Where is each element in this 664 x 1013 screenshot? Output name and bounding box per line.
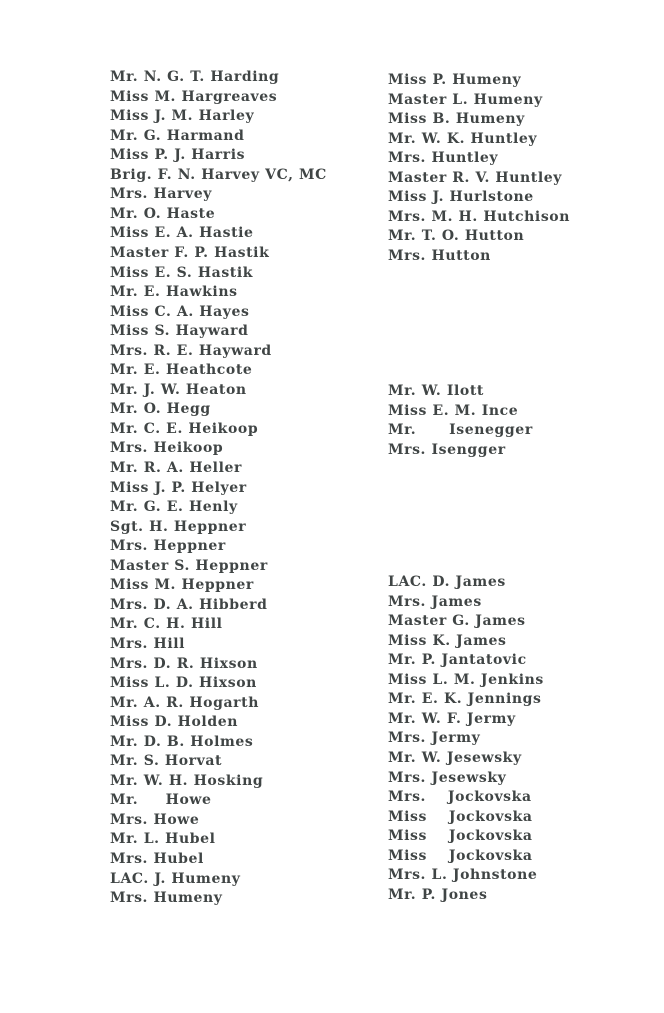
name-entry: Master F. P. Hastik <box>110 244 270 261</box>
name-entry: Mr. W. K. Huntley <box>388 130 538 147</box>
name-entry: Miss J. Hurlstone <box>388 189 534 205</box>
name-entry: Mr. D. B. Holmes <box>110 733 254 750</box>
name-entry: Mrs. James <box>388 593 482 610</box>
name-entry: Mr. E. Hawkins <box>110 284 238 301</box>
name-entry: Mrs. R. E. Hayward <box>110 342 272 359</box>
name-entry: Mrs. Isengger <box>388 441 506 458</box>
name-entry: Miss J. P. Helyer <box>110 479 247 496</box>
name-entry: Mr. J. W. Heaton <box>110 381 247 398</box>
name-entry: Miss E. A. Hastie <box>110 225 254 242</box>
name-entry: Miss K. James <box>388 632 507 649</box>
name-entry: Mr. P. Jones <box>388 886 488 903</box>
name-entry: Mrs. Huntley <box>388 150 499 166</box>
name-entry: Miss D. Holden <box>110 714 239 731</box>
name-entry: Miss Jockovska <box>388 847 533 864</box>
name-entry: Brig. F. N. Harvey VC, MC <box>110 166 327 183</box>
name-entry: LAC. D. James <box>388 574 506 590</box>
name-entry: Mrs. Jockovska <box>388 789 532 806</box>
name-entry: Mr. G. E. Henly <box>110 499 238 516</box>
name-entry: Mr. G. Harmand <box>110 127 245 144</box>
name-entry: Mrs. M. H. Hutchison <box>388 208 571 225</box>
name-entry: Mrs. Humeny <box>110 890 223 907</box>
name-entry: Mrs. Harvey <box>110 186 212 203</box>
name-entry: Mrs. Heikoop <box>110 440 224 457</box>
name-entry: Mr. E. K. Jennings <box>388 691 542 708</box>
name-entry: Sgt. H. Heppner <box>110 518 247 535</box>
name-entry: Mrs. Hutton <box>388 247 491 264</box>
name-entry: Mrs. D. A. Hibberd <box>110 596 268 613</box>
name-entry: Mr. C. E. Heikoop <box>110 420 259 437</box>
name-entry: Master L. Humeny <box>388 91 543 108</box>
name-entry: Mrs. Jermy <box>388 730 481 747</box>
name-entry: Mrs. Hubel <box>110 851 204 867</box>
name-entry: Mr. W. F. Jermy <box>388 710 516 727</box>
name-entry: Mr. Isenegger <box>388 422 533 439</box>
name-entry: Mr. W. Ilott <box>388 383 484 399</box>
name-entry: Mr. S. Horvat <box>110 753 223 770</box>
name-entry: Mr. W. Jesewsky <box>388 749 522 766</box>
name-entry: Mrs. Jesewsky <box>388 769 507 786</box>
name-entry: Miss M. Hargreaves <box>110 88 278 105</box>
name-entry: Mr. L. Hubel <box>110 831 216 848</box>
name-entry: Mr. A. R. Hogarth <box>110 694 259 711</box>
name-entry: Miss Jockovska <box>388 808 533 825</box>
name-entry: Mrs. Howe <box>110 811 200 828</box>
name-entry: Mrs. Heppner <box>110 538 226 555</box>
name-entry: Master R. V. Huntley <box>388 169 563 186</box>
name-entry: Mr. R. A. Heller <box>110 460 242 476</box>
name-entry: Mr. C. H. Hill <box>110 616 223 633</box>
name-entry: Miss P. J. Harris <box>110 147 246 164</box>
name-entry: Mr. O. Hegg <box>110 401 211 418</box>
name-entry: Mr. Howe <box>110 792 212 809</box>
name-entry: Mrs. L. Johnstone <box>388 867 538 884</box>
name-entry: Mr. N. G. T. Harding <box>110 69 280 85</box>
name-entry: Miss J. M. Harley <box>110 108 255 125</box>
name-entry: Master S. Heppner <box>110 557 268 574</box>
name-entry: Miss L. M. Jenkins <box>388 671 544 688</box>
name-entry: Mrs. D. R. Hixson <box>110 655 258 672</box>
name-entry: Miss P. Humeny <box>388 72 522 88</box>
name-entry: Mr. P. Jantatovic <box>388 652 527 669</box>
name-entry: Miss L. D. Hixson <box>110 675 257 692</box>
name-entry: Mr. O. Haste <box>110 205 216 222</box>
name-entry: Miss S. Hayward <box>110 323 249 340</box>
name-entry: Miss B. Humeny <box>388 111 525 127</box>
name-entry: Miss E. M. Ince <box>388 402 519 419</box>
name-entry: Mrs. Hill <box>110 635 186 652</box>
name-entry: Master G. James <box>388 613 526 630</box>
name-entry: Mr. W. H. Hosking <box>110 772 264 789</box>
name-entry: Miss C. A. Hayes <box>110 303 250 320</box>
name-entry: Miss Jockovska <box>388 828 533 845</box>
name-entry: LAC. J. Humeny <box>110 870 241 887</box>
name-entry: Mr. T. O. Hutton <box>388 228 525 244</box>
name-entry: Miss E. S. Hastik <box>110 264 254 281</box>
name-entry: Mr. E. Heathcote <box>110 362 253 379</box>
name-entry: Miss M. Heppner <box>110 577 254 594</box>
